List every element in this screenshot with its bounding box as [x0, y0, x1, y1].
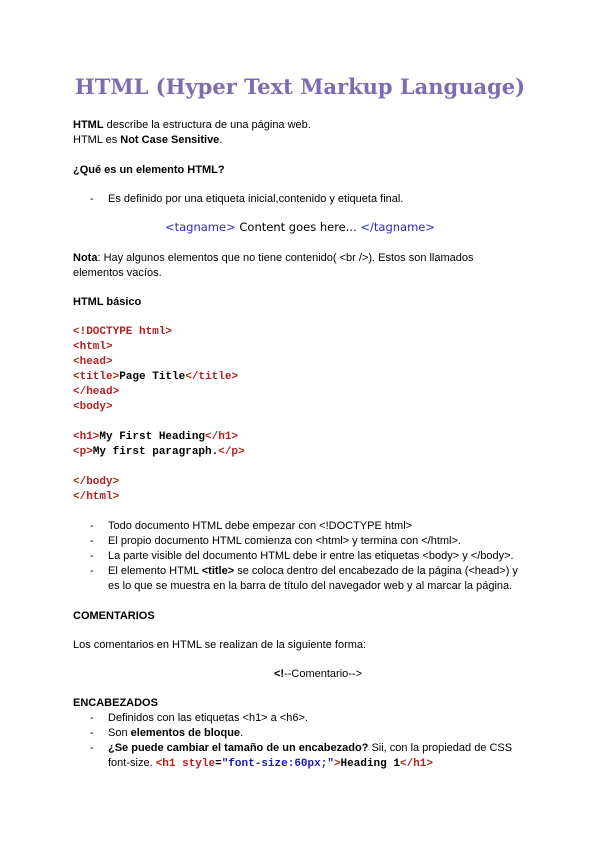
code-style-value: "font-size:60px;" [221, 758, 334, 770]
headings-bullet-3-line-2 [108, 756, 548, 772]
tagname-template [0, 220, 600, 235]
code-body-close-text: </body> [73, 476, 120, 488]
code-p-text: My first paragraph. [92, 446, 219, 458]
bullet-marker: - [90, 193, 94, 205]
template-open-tag: <tagname> [164, 220, 236, 234]
bullet-marker: - [90, 520, 94, 532]
note-line-2: elementos vacíos. [73, 267, 162, 279]
note-text: : Hay algunos elementos que no tiene contenido( <br />). Estos son llamados [97, 252, 474, 264]
template-content: Content goes here... [235, 220, 361, 234]
note-label: Nota [73, 252, 98, 264]
code-style-attr: style [175, 758, 216, 770]
code-html-close [73, 490, 119, 505]
bullet-marker: - [90, 550, 94, 562]
basic-bullet-3: La parte visible del documento HTML debe ir entre las etiquetas <body> y </body>. [108, 550, 514, 562]
basic-bullet-4-rest: se coloca dentro del encabezado de la página (<head>) y [234, 565, 518, 577]
template-close-tag: </tagname> [360, 220, 436, 234]
intro-line-2-pre: HTML es [73, 134, 121, 146]
code-head-close-text: </head> [73, 386, 120, 398]
code-h1-text: My First Heading [99, 431, 206, 443]
headings-bullet-3 [108, 741, 548, 756]
headings-bullet-2-post: . [240, 727, 244, 739]
heading-code-example [156, 758, 433, 770]
intro-line-1 [73, 118, 311, 133]
headings-bullet-2-pre: Son [108, 727, 131, 739]
intro-html-bold: HTML [73, 119, 104, 131]
comments-heading [73, 609, 155, 624]
headings-bullet-3-rest: Sii, con la propiedad de CSS [368, 742, 513, 754]
element-heading [73, 163, 225, 178]
code-p-line [73, 445, 245, 460]
code-body-open-text: <body> [73, 401, 113, 413]
code-doctype-text: <!DOCTYPE html> [73, 326, 173, 338]
title-tag-bold: <title> [201, 565, 235, 577]
element-bullet: Es definido por una etiqueta inicial,contenido y etiqueta final. [108, 193, 404, 205]
code-head-open-text: <head> [73, 356, 113, 368]
bullet-marker: - [90, 742, 94, 754]
code-title-text: Page Title [119, 371, 186, 383]
code-doctype [73, 325, 172, 340]
headings-bullet-1: Definidos con las etiquetas <h1> a <h6>. [108, 712, 308, 724]
code-p-open: <p> [73, 446, 93, 458]
comment-example-open: <! [273, 668, 285, 680]
headings-bullet-2 [108, 726, 548, 741]
element-heading-text: ¿Qué es un elemento HTML? [73, 164, 225, 176]
code-h1-line [73, 430, 238, 445]
bullet-marker: - [90, 727, 94, 739]
headings-heading-text: ENCABEZADOS [73, 697, 158, 709]
code-h1-tag-close: </h1> [399, 758, 433, 770]
block-elements-bold: elementos de bloque [130, 727, 241, 739]
code-equals: = [215, 758, 222, 770]
code-heading-text: Heading 1 [340, 758, 400, 770]
code-body-close [73, 475, 119, 490]
comments-text: Los comentarios en HTML se realizan de la siguiente forma: [73, 639, 367, 651]
code-body-open [73, 400, 113, 415]
basic-bullet-1: Todo documento HTML debe empezar con <!DOCTYPE html> [108, 520, 413, 532]
code-p-close: </p> [218, 446, 245, 458]
bullet-marker: - [90, 565, 94, 577]
not-case-sensitive-bold: Not Case Sensitive [120, 134, 220, 146]
bullet-marker: - [90, 535, 94, 547]
comments-heading-text: COMENTARIOS [73, 610, 155, 622]
basic-bullet-4 [108, 564, 548, 579]
intro-line-1-text: describe la estructura de una página web. [103, 119, 311, 131]
heading-size-question: ¿Se puede cambiar el tamaño de un encabezado? [108, 742, 369, 754]
code-h1-close: </h1> [205, 431, 239, 443]
bullet-marker: - [90, 712, 94, 724]
basic-bullet-2: El propio documento HTML comienza con <html> y termina con </html>. [108, 535, 461, 547]
basic-heading [73, 295, 141, 310]
code-title-close: </title> [185, 371, 239, 383]
basic-bullet-4-pre: El elemento HTML [108, 565, 202, 577]
page-title: HTML (Hyper Text Markup Language) [74, 74, 526, 99]
code-head-close [73, 385, 119, 400]
code-head-open [73, 355, 113, 370]
basic-heading-text: HTML básico [73, 296, 142, 308]
font-size-text: font-size. [108, 757, 156, 769]
code-html-open-text: <html> [73, 341, 113, 353]
code-h1-open: <h1> [73, 431, 100, 443]
comment-example [18, 667, 600, 682]
code-html-open [73, 340, 113, 355]
code-title-open: <title> [73, 371, 120, 383]
intro-line-2 [73, 133, 222, 148]
comment-example-rest: --Comentario--> [284, 668, 363, 680]
code-gt: > [333, 758, 341, 770]
intro-line-2-post: . [219, 134, 223, 146]
basic-bullet-4-line-2: es lo que se muestra en la barra de título del navegador web y al marcar la página. [108, 580, 513, 592]
code-title-line [73, 370, 238, 385]
note-line-1 [73, 251, 474, 266]
code-html-close-text: </html> [73, 491, 120, 503]
code-h1-tag-open: <h1 [155, 758, 176, 770]
headings-heading [73, 696, 158, 711]
